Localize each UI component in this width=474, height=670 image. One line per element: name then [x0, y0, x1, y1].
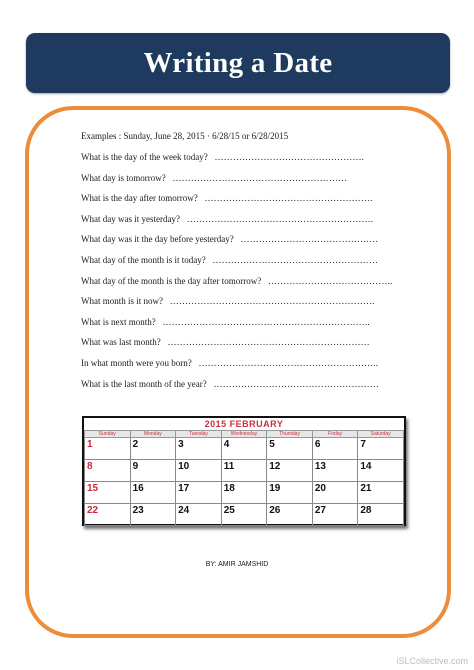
- calendar-day-cell: 17: [176, 482, 222, 504]
- calendar-day-cell: 8: [85, 460, 131, 482]
- weekday-header: Tuesday: [176, 431, 222, 438]
- question-row: [81, 234, 378, 244]
- calendar: [82, 416, 406, 526]
- answer-blank[interactable]: …………………………………………………..: [198, 358, 379, 368]
- question-text: What month is it now?: [81, 296, 163, 307]
- calendar-day-cell: 19: [267, 482, 313, 504]
- answer-blank[interactable]: …………………………………………………: [172, 172, 348, 183]
- question-row: [81, 214, 373, 224]
- calendar-day-cell: 5: [267, 438, 313, 460]
- author-byline: BY: AMIR JAMSHID: [205, 561, 269, 568]
- calendar-day-cell: 21: [358, 482, 404, 504]
- weekday-header: Sunday: [85, 431, 131, 438]
- weekday-header: Friday: [312, 431, 358, 438]
- answer-blank[interactable]: ………………………………………: [240, 234, 379, 245]
- title-banner: [26, 33, 450, 93]
- question-text: What day is tomorrow?: [81, 172, 166, 183]
- calendar-day-cell: 13: [312, 460, 358, 482]
- question-text: What was last month?: [81, 337, 161, 348]
- calendar-day-cell: 24: [176, 504, 222, 526]
- watermark: iSLCollective.com: [396, 656, 468, 666]
- calendar-day-cell: 2: [130, 438, 176, 460]
- answer-blank[interactable]: ………………………………………………………….: [169, 296, 375, 307]
- question-text: What day of the month is it today?: [81, 255, 206, 265]
- question-row: [81, 379, 379, 389]
- question-row: [81, 152, 364, 162]
- examples-line: Examples : Sunday, June 28, 2015 · 6/28/15 or 6/28/2015: [81, 131, 289, 141]
- answer-blank[interactable]: …………………………………………………….: [186, 213, 374, 224]
- calendar-grid: [84, 430, 404, 526]
- calendar-day-cell: 16: [130, 482, 176, 504]
- question-row: [81, 173, 347, 183]
- question-row: [81, 317, 370, 327]
- orange-frame: [25, 106, 451, 638]
- answer-blank[interactable]: …………………………………………………………..: [162, 316, 370, 327]
- question-text: What is the last month of the year?: [81, 378, 207, 389]
- question-row: [81, 296, 375, 306]
- answer-blank[interactable]: ……………………………………………….: [204, 193, 373, 204]
- calendar-title: 2015 FEBRUARY: [204, 419, 284, 429]
- question-text: What day was it yesterday?: [81, 213, 180, 224]
- calendar-day-cell: 15: [85, 482, 131, 504]
- answer-blank[interactable]: ………………………………………………: [213, 378, 380, 389]
- calendar-day-cell: 14: [358, 460, 404, 482]
- question-text: What day was it the day before yesterday?: [81, 234, 234, 245]
- calendar-day-cell: 18: [221, 482, 267, 504]
- calendar-week-row: [85, 482, 404, 504]
- calendar-day-cell: 3: [176, 438, 222, 460]
- question-row: [81, 337, 370, 347]
- calendar-day-cell: 20: [312, 482, 358, 504]
- calendar-day-cell: 9: [130, 460, 176, 482]
- question-text: In what month were you born?: [81, 358, 192, 368]
- question-text: What day of the month is the day after tomorrow?: [81, 275, 262, 286]
- answer-blank[interactable]: ………………………………………….: [214, 152, 365, 162]
- calendar-day-cell: 22: [85, 504, 131, 526]
- calendar-day-cell: 7: [358, 438, 404, 460]
- question-text: What is the day of the week today?: [81, 152, 208, 162]
- calendar-day-cell: 6: [312, 438, 358, 460]
- calendar-day-cell: 12: [267, 460, 313, 482]
- answer-blank[interactable]: ………………………………………………: [212, 255, 379, 265]
- weekday-header: Wednesday: [221, 431, 267, 438]
- answer-blank[interactable]: …………………………………..: [267, 275, 393, 286]
- calendar-day-cell: 1: [85, 438, 131, 460]
- calendar-day-cell: 10: [176, 460, 222, 482]
- calendar-week-row: [85, 460, 404, 482]
- calendar-week-row: [85, 504, 404, 526]
- calendar-day-cell: 4: [221, 438, 267, 460]
- weekday-header: Saturday: [358, 431, 404, 438]
- question-row: [81, 193, 373, 203]
- weekday-header: Monday: [130, 431, 176, 438]
- calendar-day-cell: 23: [130, 504, 176, 526]
- calendar-header-row: [85, 431, 404, 438]
- calendar-week-row: [85, 438, 404, 460]
- question-row: [81, 276, 392, 286]
- answer-blank[interactable]: …………………………………………………………: [167, 337, 370, 348]
- question-row: [81, 255, 378, 265]
- calendar-day-cell: 11: [221, 460, 267, 482]
- weekday-header: Thursday: [267, 431, 313, 438]
- question-row: [81, 358, 378, 368]
- calendar-day-cell: 28: [358, 504, 404, 526]
- page-title: Writing a Date: [143, 46, 333, 79]
- question-text: What is next month?: [81, 316, 156, 327]
- calendar-day-cell: 27: [312, 504, 358, 526]
- calendar-day-cell: 26: [267, 504, 313, 526]
- question-text: What is the day after tomorrow?: [81, 193, 198, 204]
- calendar-day-cell: 25: [221, 504, 267, 526]
